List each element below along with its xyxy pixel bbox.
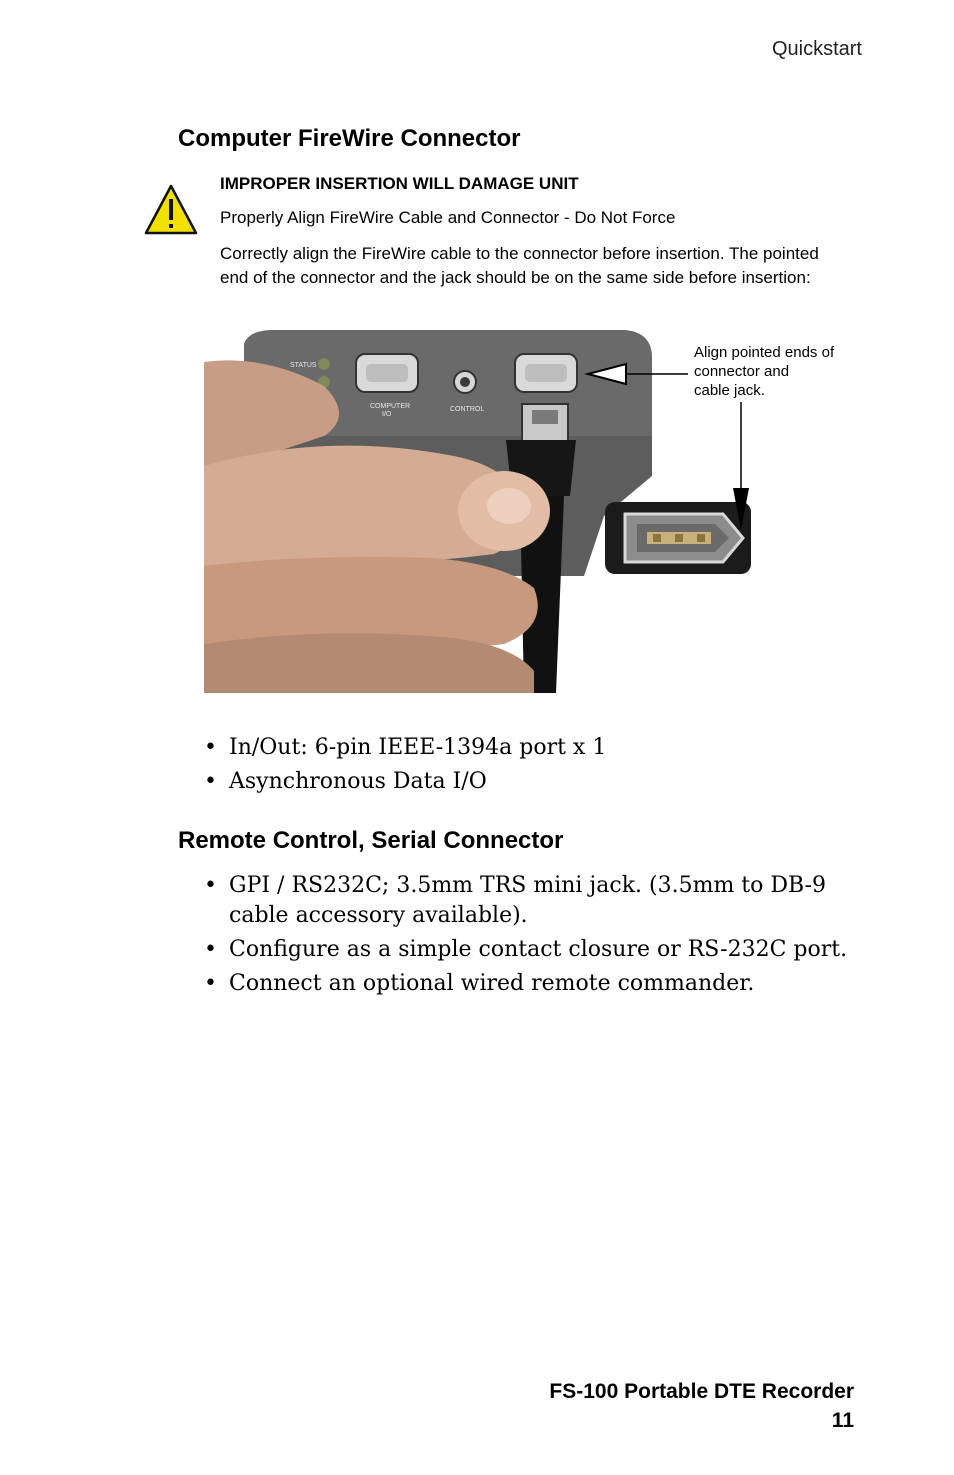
- section-heading-remote: Remote Control, Serial Connector: [178, 827, 564, 854]
- warning-icon: [144, 184, 198, 236]
- warning-body: Correctly align the FireWire cable to the connector before insertion. The pointed end of the connector and the jack should be on the same side before insertion:: [220, 244, 819, 287]
- section-heading-firewire: Computer FireWire Connector: [178, 125, 521, 152]
- warning-subtitle: Properly Align FireWire Cable and Connector - Do Not Force: [220, 208, 676, 227]
- callout-line-2: connector and: [694, 363, 790, 380]
- list-item: • Connect an optional wired remote commander.: [204, 969, 864, 999]
- callout-line-1: Align pointed ends of: [694, 344, 835, 361]
- footer-product-title: FS-100 Portable DTE Recorder: [549, 1380, 854, 1403]
- running-header: Quickstart: [771, 38, 862, 60]
- list-item: • GPI / RS232C; 3.5mm TRS mini jack. (3.5mm to DB-9 cable accessory available).: [204, 871, 864, 931]
- warning-title: IMPROPER INSERTION WILL DAMAGE UNIT: [220, 174, 579, 193]
- remote-bullet-list: [204, 871, 864, 1003]
- firewire-bullet-list: [204, 733, 854, 801]
- panel-label-computer: COMPUTER: [370, 403, 411, 410]
- panel-label-io: I/O: [382, 411, 392, 418]
- panel-label-status: STATUS: [290, 362, 317, 369]
- panel-label-control: CONTROL: [450, 406, 485, 413]
- list-item: • Configure as a simple contact closure or RS-232C port.: [204, 935, 864, 965]
- list-item: • In/Out: 6-pin IEEE-1394a port x 1: [204, 733, 854, 763]
- callout-line-3: cable jack.: [694, 382, 765, 399]
- callout-text: [694, 343, 874, 400]
- page-number: 11: [831, 1409, 854, 1432]
- list-item: • Asynchronous Data I/O: [204, 767, 854, 797]
